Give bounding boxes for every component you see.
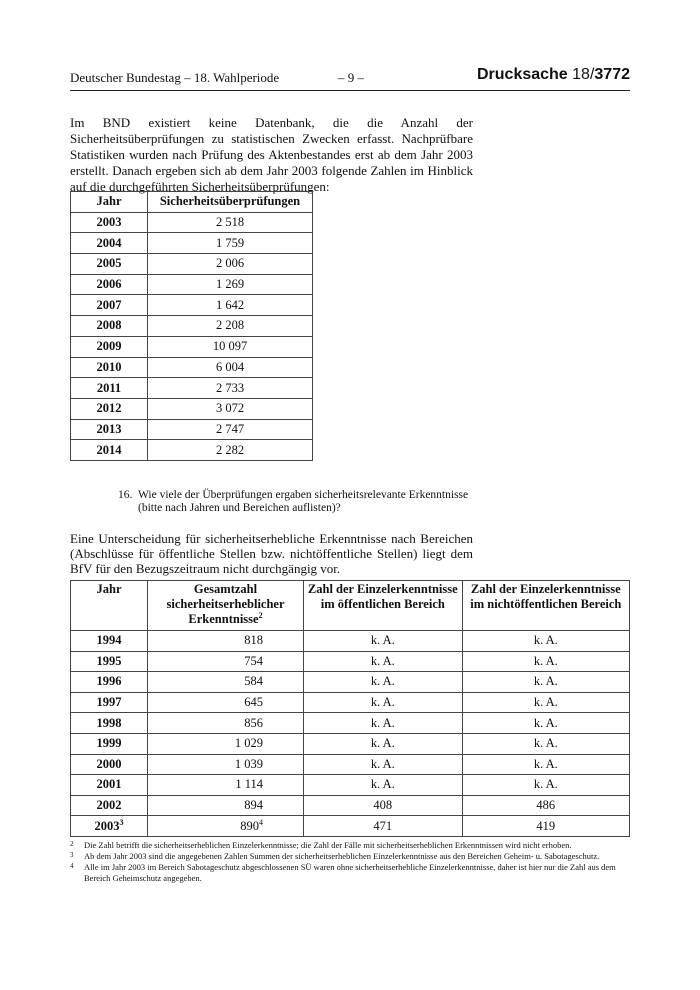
cell-nonpublic: k. A. — [462, 672, 629, 693]
cell-checks: 10 097 — [148, 336, 313, 357]
header-doc-period: 18/ — [572, 66, 595, 83]
cell-year: 2004 — [71, 233, 148, 254]
cell-total: 584 — [148, 672, 304, 693]
cell-year: 1998 — [71, 713, 148, 734]
question-number: 16. — [118, 489, 133, 501]
table-row — [71, 254, 313, 275]
cell-checks: 2 518 — [148, 212, 313, 233]
header-publication: Deutscher Bundestag – 18. Wahlperiode — [70, 70, 280, 85]
security-checks-table — [70, 191, 313, 461]
question-text: Wie viele der Überprüfungen ergaben sicherheitsrelevante Erkenntnisse (bitte nach Jahren und Bereichen auflisten)? — [138, 489, 469, 514]
column-header-year: Jahr — [71, 192, 148, 213]
footnote-mark: 2 — [70, 840, 74, 848]
cell-nonpublic: k. A. — [462, 651, 629, 672]
cell-checks: 2 208 — [148, 316, 313, 337]
cell-public: k. A. — [304, 692, 463, 713]
cell-year: 2006 — [71, 274, 148, 295]
cell-public: 471 — [304, 816, 463, 837]
cell-total: 754 — [148, 651, 304, 672]
cell-year: 2005 — [71, 254, 148, 275]
cell-checks: 1 269 — [148, 274, 313, 295]
table-row — [71, 440, 313, 461]
column-header-nonpublic: Zahl der Einzelerkenntnisse im nichtöffentlichen Bereich — [462, 581, 629, 631]
cell-year: 2009 — [71, 336, 148, 357]
findings-body — [71, 631, 630, 816]
intro-paragraph: Im BND existiert keine Datenbank, die die Anzahl der Sicherheitsüberprüfungen zu statistischen Zwecken erfasst. Nachprüfbare Statistiken wurden nach Prüfung des Aktenbestandes erst ab dem Jahr 2003 erstellt. Danach ergeben sich ab dem Jahr 2003 folgende Zahlen im Hinblick auf die durchgeführten Sicherheitsüberprüfungen: — [70, 115, 473, 194]
footnote-mark: 4 — [70, 862, 74, 870]
question-16 — [118, 489, 470, 515]
header-doc-id: 3772 — [594, 66, 630, 83]
column-header-public: Zahl der Einzelerkenntnisse im öffentlichen Bereich — [304, 581, 463, 631]
cell-year: 1994 — [71, 631, 148, 652]
cell-year: 2014 — [71, 440, 148, 461]
cell-checks: 2 747 — [148, 419, 313, 440]
cell-total: 1 039 — [148, 754, 304, 775]
cell-nonpublic: k. A. — [462, 775, 629, 796]
cell-total: 1 029 — [148, 733, 304, 754]
cell-year: 2013 — [71, 419, 148, 440]
table-row — [71, 398, 313, 419]
cell-public: k. A. — [304, 631, 463, 652]
column-header-total — [148, 581, 304, 631]
footnote — [70, 862, 630, 884]
cell-checks: 3 072 — [148, 398, 313, 419]
footnotes — [70, 840, 630, 884]
cell-year: 1999 — [71, 733, 148, 754]
cell-year: 2012 — [71, 398, 148, 419]
footnote-text: Die Zahl betrifft die sicherheitserheblichen Einzelerkenntnisse; die Zahl der Fälle mit sicherheitserheblichen Erkenntnissen wird nicht erhoben. — [84, 840, 572, 850]
table-row — [71, 775, 630, 796]
cell-nonpublic: 486 — [462, 795, 629, 816]
table-row — [71, 795, 630, 816]
table-row — [71, 336, 313, 357]
findings-table — [70, 580, 630, 837]
cell-nonpublic: k. A. — [462, 692, 629, 713]
cell-total: 818 — [148, 631, 304, 652]
cell-checks: 2 282 — [148, 440, 313, 461]
cell-total: 894 — [148, 795, 304, 816]
cell-year: 1997 — [71, 692, 148, 713]
cell-public: k. A. — [304, 733, 463, 754]
cell-nonpublic: k. A. — [462, 754, 629, 775]
cell-total-text: 890 — [240, 818, 259, 833]
cell-public: k. A. — [304, 672, 463, 693]
table-row — [71, 357, 313, 378]
footnote-mark: 3 — [70, 851, 74, 859]
footnote — [70, 851, 630, 862]
cell-year: 2007 — [71, 295, 148, 316]
cell-total — [148, 816, 304, 837]
table-row — [71, 631, 630, 652]
cell-year: 2003 — [71, 212, 148, 233]
cell-year: 2002 — [71, 795, 148, 816]
header-doc-label: Drucksache — [476, 66, 568, 83]
footnote-ref: 4 — [259, 817, 263, 827]
table-row — [71, 713, 630, 734]
column-header-total-text: Gesamtzahl sicherheitserheblicher Erkenntnisse — [166, 582, 285, 626]
footnote-text: Alle im Jahr 2003 im Bereich Sabotageschutz abgeschlossenen SÜ waren ohne sicherheitserhebliche Einzelerkenntnisse, daher ist hier nur die Zahl aus dem Bereich Geheimschutz angegeben. — [84, 862, 616, 883]
table-row — [71, 733, 630, 754]
header-page-number: – 9 – — [338, 70, 364, 85]
security-checks-body — [71, 212, 313, 460]
cell-public: k. A. — [304, 775, 463, 796]
cell-public: k. A. — [304, 713, 463, 734]
cell-nonpublic: k. A. — [462, 713, 629, 734]
page-header — [70, 66, 630, 88]
cell-year: 2011 — [71, 378, 148, 399]
cell-year: 1996 — [71, 672, 148, 693]
cell-nonpublic: k. A. — [462, 631, 629, 652]
table-row — [71, 378, 313, 399]
table-row — [71, 816, 630, 837]
cell-nonpublic: 419 — [462, 816, 629, 837]
cell-checks: 1 759 — [148, 233, 313, 254]
table-row — [71, 419, 313, 440]
cell-public: k. A. — [304, 754, 463, 775]
cell-checks: 6 004 — [148, 357, 313, 378]
column-header-checks: Sicherheitsüberprüfungen — [148, 192, 313, 213]
header-document-number — [477, 66, 630, 84]
cell-total: 645 — [148, 692, 304, 713]
footnote — [70, 840, 630, 851]
cell-total: 1 114 — [148, 775, 304, 796]
table-row — [71, 316, 313, 337]
table-row — [71, 754, 630, 775]
footnote-ref: 2 — [258, 610, 263, 620]
answer-paragraph: Eine Unterscheidung für sicherheitserhebliche Erkenntnisse nach Bereichen (Abschlüsse für öffentliche Stellen bzw. nichtöffentliche Stellen) liegt dem BfV für den Bezugszeitraum nicht durchgängig vor. — [70, 531, 473, 576]
cell-public: k. A. — [304, 651, 463, 672]
cell-year: 1995 — [71, 651, 148, 672]
table-header-row — [71, 581, 630, 631]
cell-checks: 1 642 — [148, 295, 313, 316]
cell-public: 408 — [304, 795, 463, 816]
table-row — [71, 212, 313, 233]
cell-total: 856 — [148, 713, 304, 734]
cell-checks: 2 733 — [148, 378, 313, 399]
footnote-ref: 3 — [119, 817, 124, 827]
table-row — [71, 692, 630, 713]
cell-year: 2000 — [71, 754, 148, 775]
header-rule — [70, 90, 630, 91]
cell-year: 2010 — [71, 357, 148, 378]
table-header-row — [71, 192, 313, 213]
cell-checks: 2 006 — [148, 254, 313, 275]
column-header-year: Jahr — [71, 581, 148, 631]
cell-year — [71, 816, 148, 837]
table-row — [71, 672, 630, 693]
footnote-text: Ab dem Jahr 2003 sind die angegebenen Zahlen Summen der sicherheitserheblichen Einzelerkenntnisse aus den Bereichen Geheim- u. Sabotageschutz. — [84, 851, 600, 861]
cell-year: 2001 — [71, 775, 148, 796]
cell-year-text: 2003 — [94, 818, 120, 833]
table-row — [71, 233, 313, 254]
cell-nonpublic: k. A. — [462, 733, 629, 754]
table-row — [71, 295, 313, 316]
table-row — [71, 651, 630, 672]
cell-year: 2008 — [71, 316, 148, 337]
table-row — [71, 274, 313, 295]
